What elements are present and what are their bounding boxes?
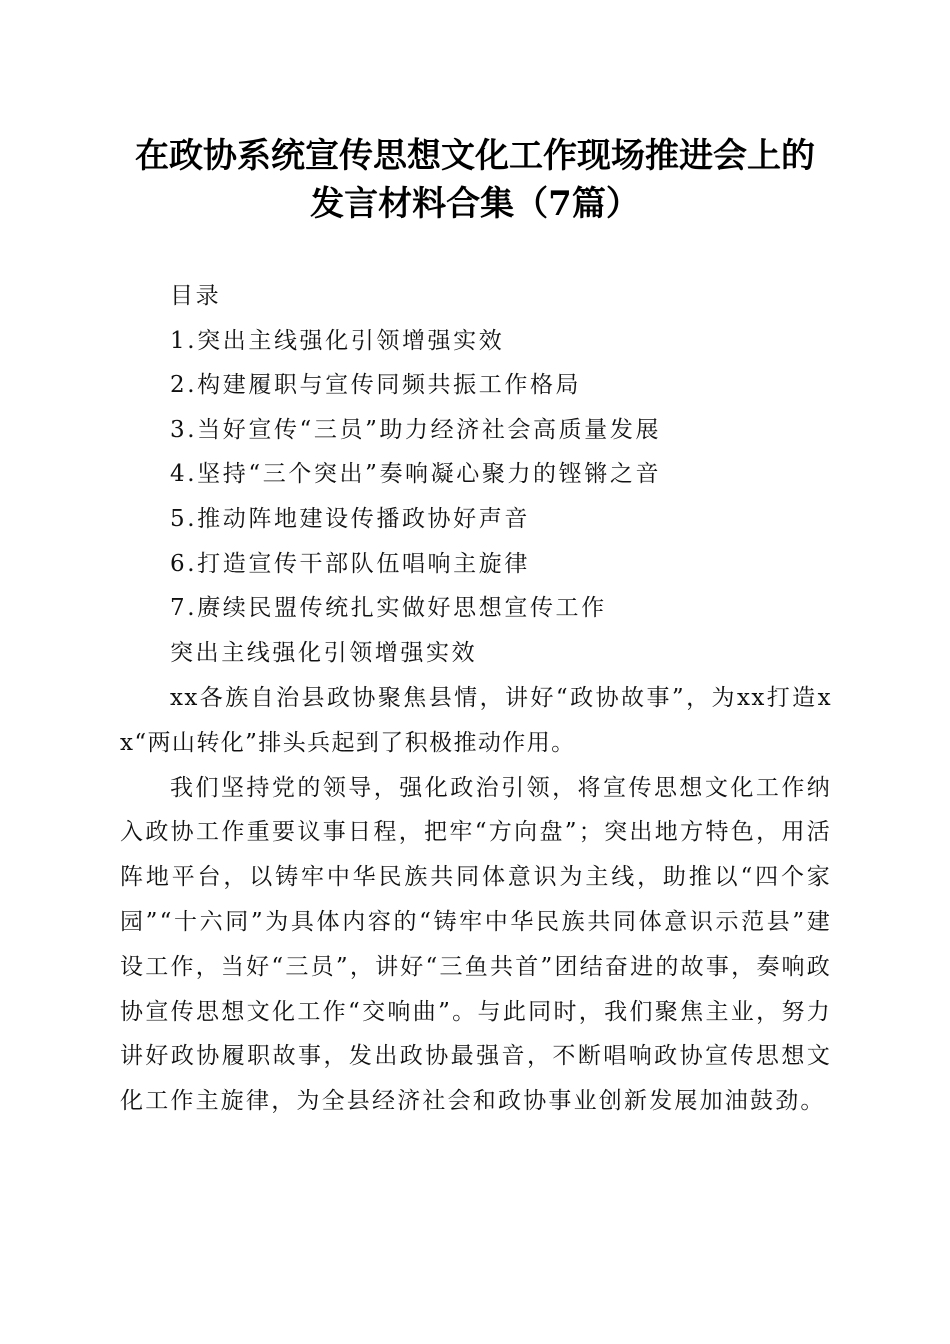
title-line-2: 发言材料合集（7篇） — [310, 184, 640, 224]
toc-item-7: 7.赓续民盟传统扎实做好思想宣传工作 — [170, 595, 607, 622]
toc-heading: 目录 — [170, 283, 222, 309]
table-of-contents — [170, 274, 830, 675]
toc-item-5: 5.推动阵地建设传播政协好声音 — [170, 505, 530, 532]
title-line-1: 在政协系统宣传思想文化工作现场推进会上的 — [135, 136, 815, 176]
toc-item-4: 4.坚持“三个突出”奏响凝心聚力的铿锵之音 — [170, 461, 662, 488]
document-title — [100, 132, 850, 228]
toc-item-3: 3.当好宣传“三员”助力经济社会高质量发展 — [170, 416, 662, 443]
section-heading: 突出主线强化引领增强实效 — [170, 639, 478, 666]
body-text — [120, 676, 832, 1124]
paragraph-2: 我们坚持党的领导，强化政治引领，将宣传思想文化工作纳入政协工作重要议事日程，把牢“方向盘”；突出地方特色，用活阵地平台，以铸牢中华民族共同体意识为主线，助推以“四个家园”“十六同”为具体内容的“铸牢中华民族共同体意识示范县”建设工作，当好“三员”，讲好“三鱼共首”团结奋进的故事，奏响政协宣传思想文化工作“交响曲”。与此同时，我们聚焦主业，努力讲好政协履职故事，发出政协最强音，不断唱响政协宣传思想文化工作主旋律，为全县经济社会和政协事业创新发展加油鼓劲。 — [120, 774, 832, 1115]
paragraph-1: xx各族自治县政协聚焦县情，讲好“政协故事”，为xx打造xx“两山转化”排头兵起到了积极推动作用。 — [120, 685, 832, 756]
toc-item-6: 6.打造宣传干部队伍唱响主旋律 — [170, 550, 530, 577]
toc-item-2: 2.构建履职与宣传同频共振工作格局 — [170, 372, 582, 399]
toc-item-1: 1.突出主线强化引领增强实效 — [170, 327, 505, 354]
